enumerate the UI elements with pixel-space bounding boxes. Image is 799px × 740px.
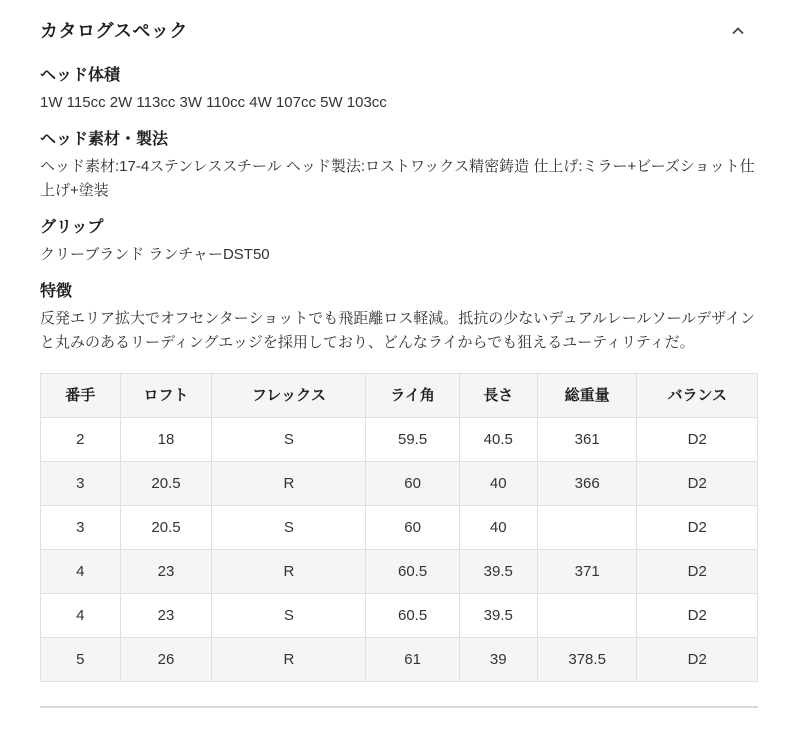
cell-weight: 371: [537, 550, 637, 594]
cell-balance: D2: [637, 550, 758, 594]
table-row: [41, 550, 758, 594]
cell-weight: 361: [537, 418, 637, 462]
spec-value-features: 反発エリア拡大でオフセンターショットでも飛距離ロス軽減。抵抗の少ないデュアルレールソールデザインと丸みのあるリーディングエッジを採用しており、どんなライからでも狙えるユーティリティだ。: [40, 310, 756, 351]
cell-length: 40: [459, 506, 537, 550]
table-row: [41, 418, 758, 462]
cell-balance: D2: [637, 638, 758, 682]
cell-lie: 61: [366, 638, 459, 682]
cell-lie: 60: [366, 462, 459, 506]
cell-number: 3: [41, 462, 121, 506]
cell-length: 40.5: [459, 418, 537, 462]
cell-flex: R: [212, 462, 366, 506]
cell-loft: 18: [120, 418, 212, 462]
cell-number: 4: [41, 594, 121, 638]
col-header-balance: バランス: [637, 374, 758, 418]
cell-loft: 20.5: [120, 506, 212, 550]
spec-label-grip: グリップ: [40, 219, 104, 236]
spec-table: [40, 373, 758, 682]
cell-number: 5: [41, 638, 121, 682]
col-header-weight: 総重量: [537, 374, 637, 418]
cell-length: 39.5: [459, 594, 537, 638]
cell-balance: D2: [637, 418, 758, 462]
cell-lie: 60: [366, 506, 459, 550]
col-header-length: 長さ: [459, 374, 537, 418]
cell-loft: 23: [120, 550, 212, 594]
col-header-lie: ライ角: [366, 374, 459, 418]
cell-balance: D2: [637, 462, 758, 506]
page-title: カタログスペック: [40, 21, 188, 41]
spec-label-head-material: ヘッド素材・製法: [40, 131, 169, 148]
cell-length: 39.5: [459, 550, 537, 594]
cell-loft: 23: [120, 594, 212, 638]
cell-lie: 60.5: [366, 594, 459, 638]
cell-flex: S: [212, 506, 366, 550]
cell-number: 3: [41, 506, 121, 550]
spec-label-head-volume: ヘッド体積: [40, 67, 121, 84]
table-header-row: [41, 374, 758, 418]
table-row: [41, 462, 758, 506]
cell-length: 40: [459, 462, 537, 506]
cell-loft: 26: [120, 638, 212, 682]
cell-weight: 366: [537, 462, 637, 506]
col-header-loft: ロフト: [120, 374, 212, 418]
cell-loft: 20.5: [120, 462, 212, 506]
cell-balance: D2: [637, 594, 758, 638]
col-header-flex: フレックス: [212, 374, 366, 418]
spec-value-head-volume: 1W 115cc 2W 113cc 3W 110cc 4W 107cc 5W 103cc: [40, 94, 387, 111]
spec-label-features: 特徴: [40, 283, 73, 300]
cell-flex: S: [212, 594, 366, 638]
spec-value-head-material: ヘッド素材:17-4ステンレススチール ヘッド製法:ロストワックス精密鋳造 仕上げ:ミラー+ビーズショット仕上げ+塗装: [40, 158, 755, 199]
cell-number: 4: [41, 550, 121, 594]
accordion-header[interactable]: [40, 0, 758, 42]
section-divider: [40, 706, 758, 708]
cell-flex: R: [212, 638, 366, 682]
cell-weight: [537, 594, 637, 638]
cell-flex: R: [212, 550, 366, 594]
cell-lie: 60.5: [366, 550, 459, 594]
cell-balance: D2: [637, 506, 758, 550]
spec-table-container: [40, 373, 758, 682]
cell-flex: S: [212, 418, 366, 462]
cell-lie: 59.5: [366, 418, 459, 462]
spec-value-grip: クリーブランド ランチャーDST50: [40, 246, 270, 263]
cell-weight: [537, 506, 637, 550]
cell-weight: 378.5: [537, 638, 637, 682]
table-row: [41, 594, 758, 638]
chevron-up-icon[interactable]: [730, 23, 746, 39]
col-header-number: 番手: [41, 374, 121, 418]
cell-number: 2: [41, 418, 121, 462]
cell-length: 39: [459, 638, 537, 682]
table-row: [41, 638, 758, 682]
table-row: [41, 506, 758, 550]
